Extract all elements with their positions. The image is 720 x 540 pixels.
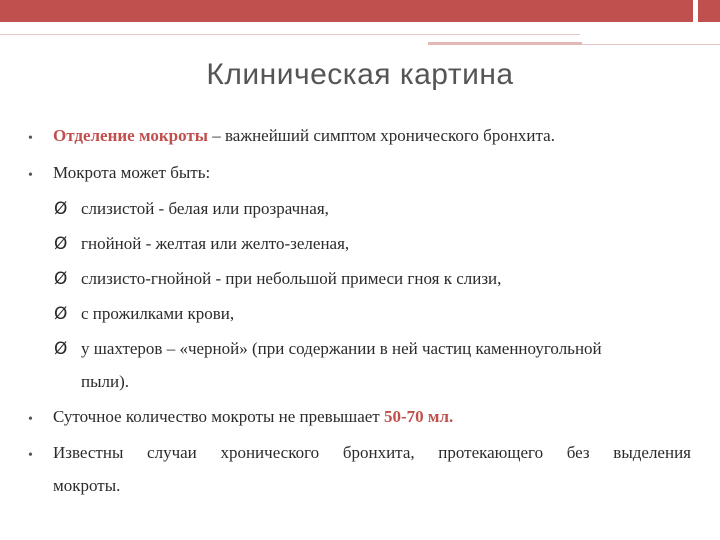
bullet-1 xyxy=(53,126,555,146)
top-bar-tail xyxy=(698,0,720,22)
bullet-2: Мокрота может быть: xyxy=(53,163,211,182)
bullet-icon: • xyxy=(28,131,33,146)
header-rule-left xyxy=(0,34,580,35)
sub-item-4: с прожилками крови, xyxy=(81,304,235,323)
bullet-4-line-2: мокроты. xyxy=(53,476,121,495)
bullet-icon: • xyxy=(28,168,33,183)
bullet-icon: • xyxy=(28,412,33,427)
sub-item-2: гнойной - желтая или желто-зеленая, xyxy=(81,234,350,253)
bullet-3-value: 50-70 мл. xyxy=(383,407,454,426)
arrow-bullet-icon: Ø xyxy=(54,199,68,219)
sub-item-3: слизисто-гнойной - при небольшой примеси гноя к слизи, xyxy=(81,269,502,288)
bullet-icon: • xyxy=(28,448,33,463)
arrow-bullet-icon: Ø xyxy=(54,304,68,324)
sub-item-5-line-2: пыли). xyxy=(81,372,130,391)
bullet-3-text: Суточное количество мокроты не превышает xyxy=(53,407,384,426)
bullet-3 xyxy=(53,407,453,427)
arrow-bullet-icon: Ø xyxy=(54,234,68,254)
slide-title: Клиническая картина xyxy=(206,58,514,91)
sub-item-1: слизистой - белая или прозрачная, xyxy=(81,199,329,218)
header-rule-right xyxy=(582,44,720,45)
arrow-bullet-icon: Ø xyxy=(54,269,68,289)
top-accent-bar xyxy=(0,0,720,22)
sub-item-5-line-1: у шахтеров – «черной» (при содержании в ней частиц каменноугольной xyxy=(81,339,602,358)
bullet-4-line-1 xyxy=(53,443,691,463)
header-rule-accent xyxy=(428,42,582,45)
bullet-1-text: – важнейший симптом хронического бронхита. xyxy=(207,126,555,145)
bullet-1-highlight: Отделение мокроты xyxy=(53,126,208,145)
arrow-bullet-icon: Ø xyxy=(54,339,68,359)
bullet-4-text: Известны случаи хронического бронхита, протекающего без выделения xyxy=(53,443,691,462)
